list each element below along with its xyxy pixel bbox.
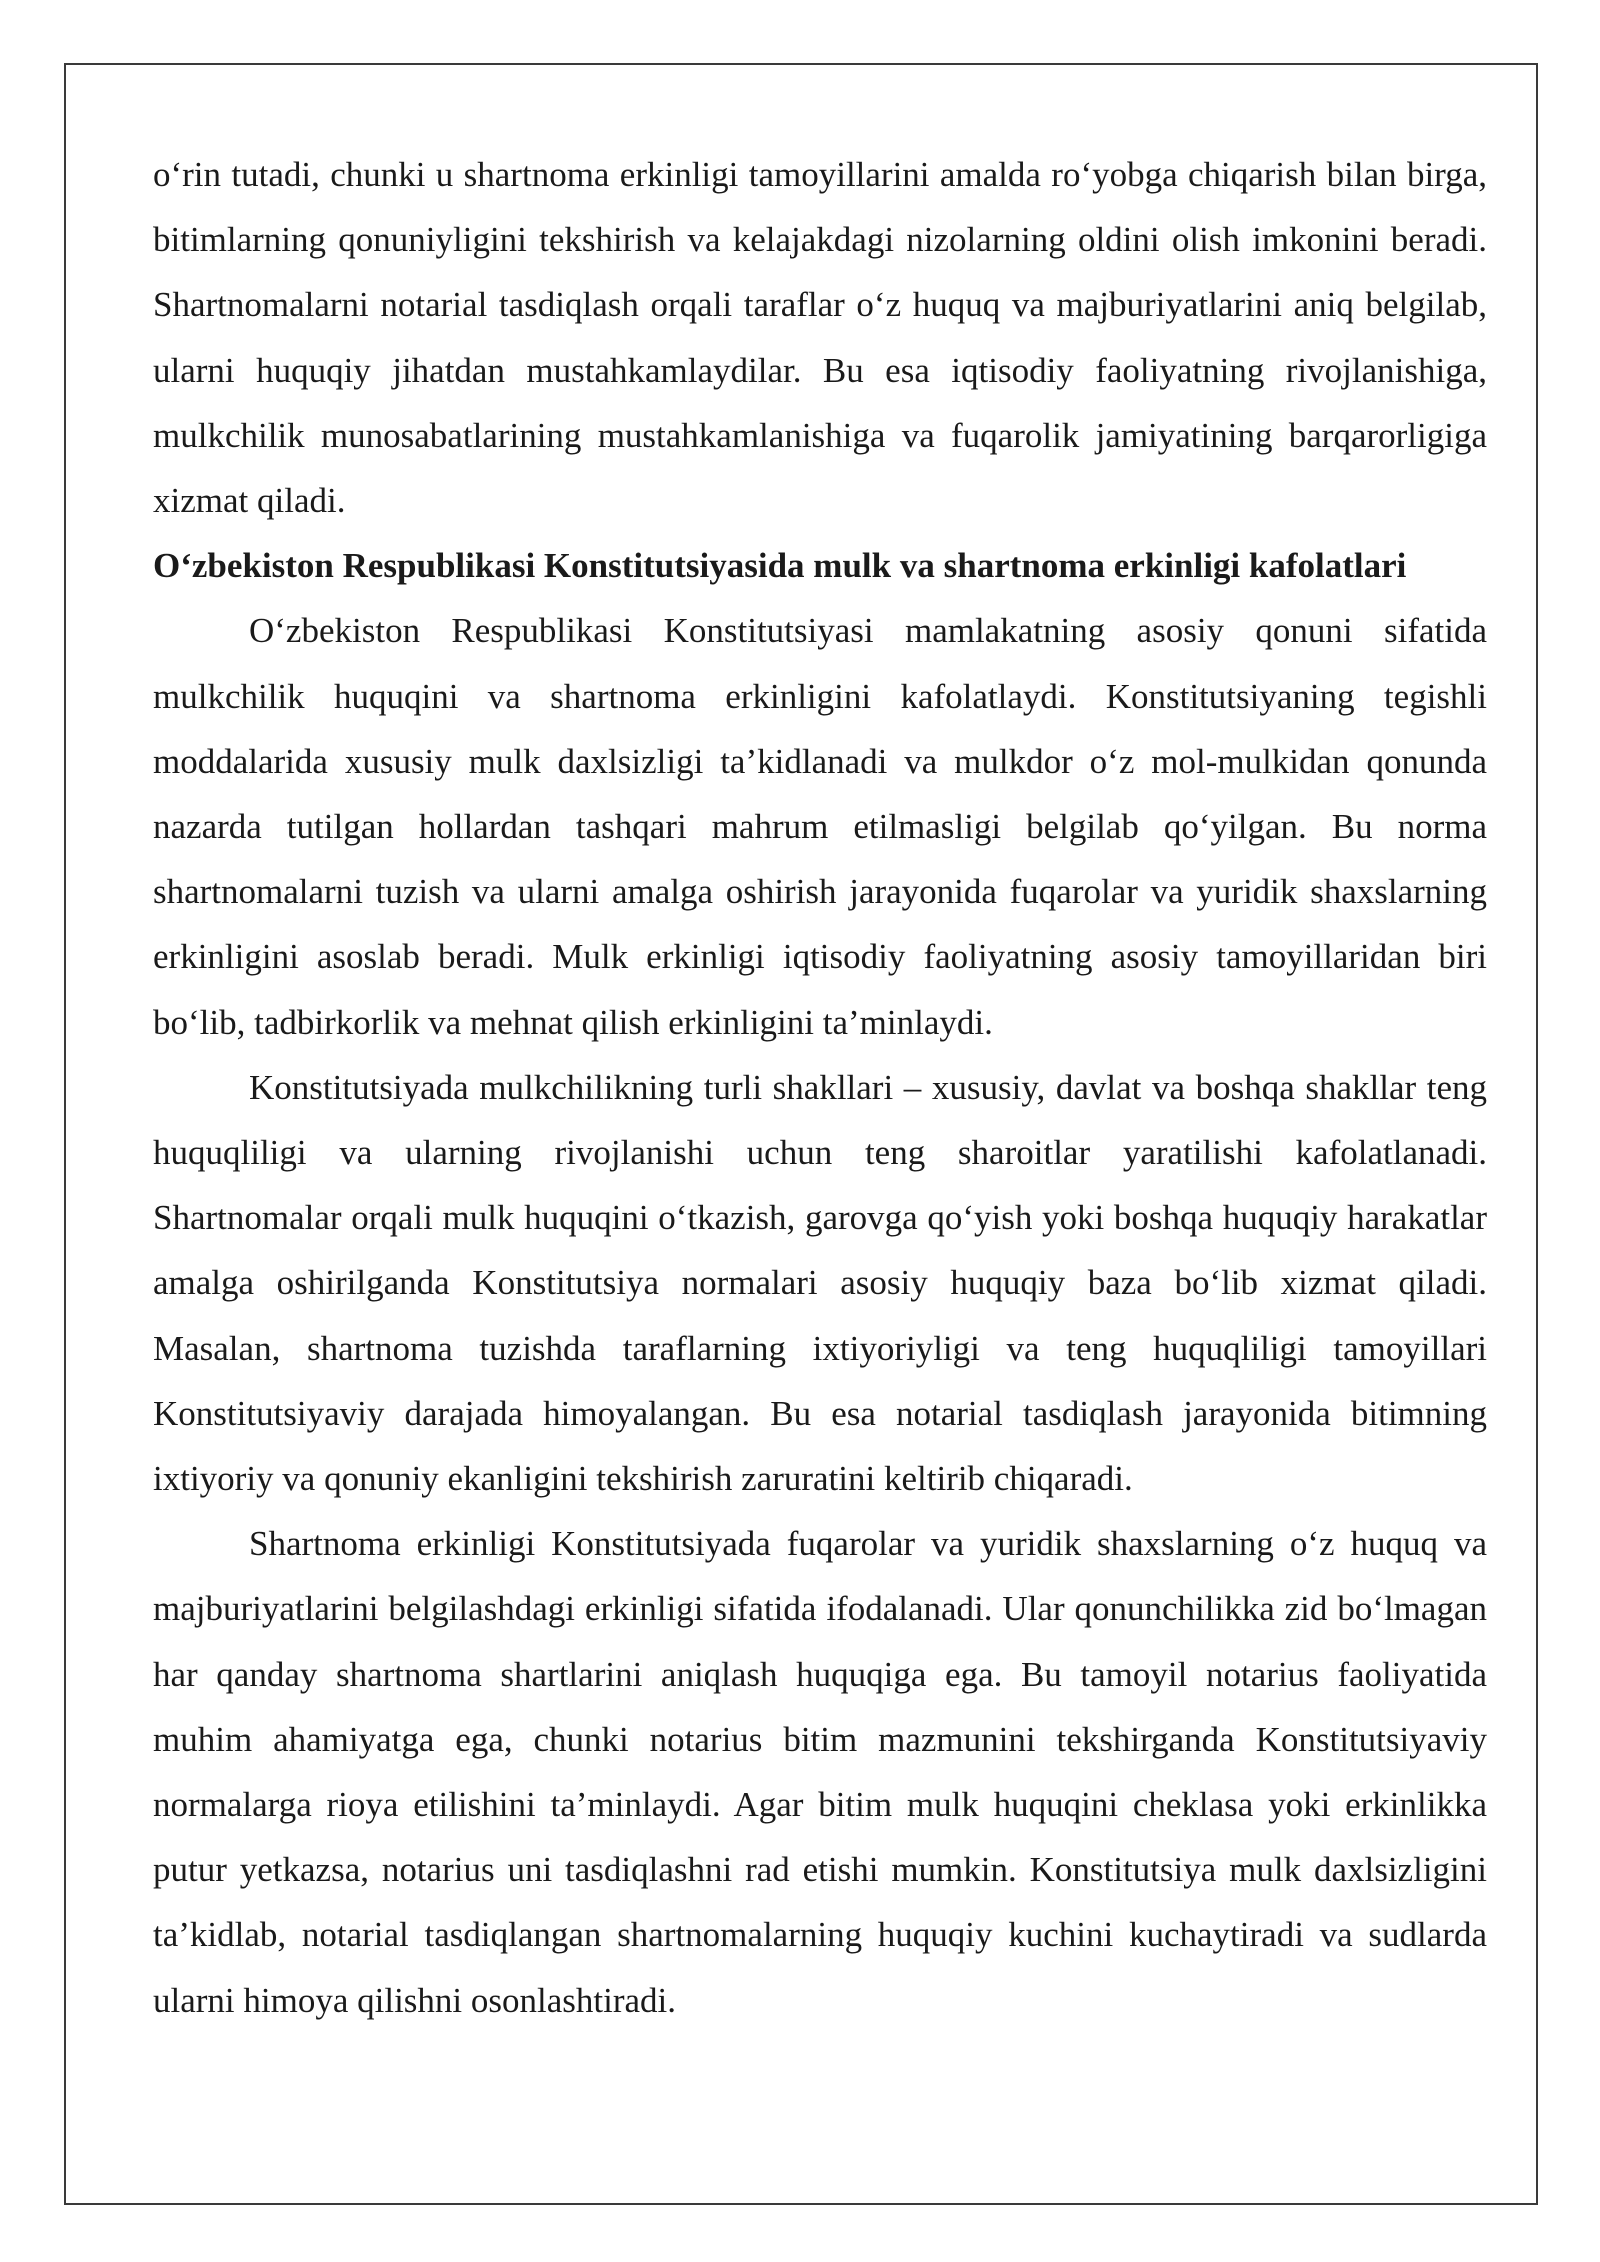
paragraph-forms-of-property: Konstitutsiyada mulkchilikning turli shakllari – xususiy, davlat va boshqa shakllar teng huquqliligi va ularning rivojlanishi uchun teng sharoitlar yaratilishi kafolatlanadi. Shartnomalar orqali mulk huquqini o‘tkazish, garovga qo‘yish yoki boshqa huquqiy harakatlar amalga oshirilganda Konstitutsiya normalari asosiy huquqiy baza bo‘lib xizmat qiladi. Masalan, shartnoma tuzishda taraflarning ixtiyoriyligi va teng huquqliligi tamoyillari Konstitutsiyaviy darajada himoyalangan. Bu esa notarial tasdiqlash jarayonida bitimning ixtiyoriy va qonuniy ekanligini tekshirish zaruratini keltirib chiqaradi. — [153, 1067, 1487, 1499]
document-body — [153, 142, 1487, 2033]
paragraph-continuation: o‘rin tutadi, chunki u shartnoma erkinligi tamoyillarini amalda ro‘yobga chiqarish bilan birga, bitimlarning qonuniyligini tekshirish va kelajakdagi nizolarning oldini olish imkonini beradi. Shartnomalarni notarial tasdiqlash orqali taraflar o‘z huquq va majburiyatlarini aniq belgilab, ularni huquqiy jihatdan mustahkamlaydilar. Bu esa iqtisodiy faoliyatning rivojlanishiga, mulkchilik munosabatlarining mustahkamlanishiga va fuqarolik jamiyatining barqarorligiga xizmat qiladi. — [153, 155, 1487, 521]
section-heading: O‘zbekiston Respublikasi Konstitutsiyasida mulk va shartnoma erkinligi kafolatlari — [153, 546, 1407, 586]
paragraph-freedom-of-contract: Shartnoma erkinligi Konstitutsiyada fuqarolar va yuridik shaxslarning o‘z huquq va majburiyatlarini belgilashdagi erkinligi sifatida ifodalanadi. Ular qonunchilikka zid bo‘lmagan har qanday shartnoma shartlarini aniqlash huquqiga ega. Bu tamoyil notarius faoliyatida muhim ahamiyatga ega, chunki notarius bitim mazmunini tekshirganda Konstitutsiyaviy normalarga rioya etilishini ta’minlaydi. Agar bitim mulk huquqini cheklasa yoki erkinlikka putur yetkazsa, notarius uni tasdiqlashni rad etishi mumkin. Konstitutsiya mulk daxlsizligini ta’kidlab, notarial tasdiqlangan shartnomalarning huquqiy kuchini kuchaytiradi va sudlarda ularni himoya qilishni osonlashtiradi. — [153, 1524, 1487, 2020]
paragraph-constitution-guarantees: O‘zbekiston Respublikasi Konstitutsiyasi mamlakatning asosiy qonuni sifatida mulkchilik huquqini va shartnoma erkinligini kafolatlaydi. Konstitutsiyaning tegishli moddalarida xususiy mulk daxlsizligi ta’kidlanadi va mulkdor o‘z mol-mulkidan qonunda nazarda tutilgan hollardan tashqari mahrum etilmasligi belgilab qo‘yilgan. Bu norma shartnomalarni tuzish va ularni amalga oshirish jarayonida fuqarolar va yuridik shaxslarning erkinligini asoslab beradi. Mulk erkinligi iqtisodiy faoliyatning asosiy tamoyillaridan biri bo‘lib, tadbirkorlik va mehnat qilish erkinligini ta’minlaydi. — [153, 611, 1487, 1042]
